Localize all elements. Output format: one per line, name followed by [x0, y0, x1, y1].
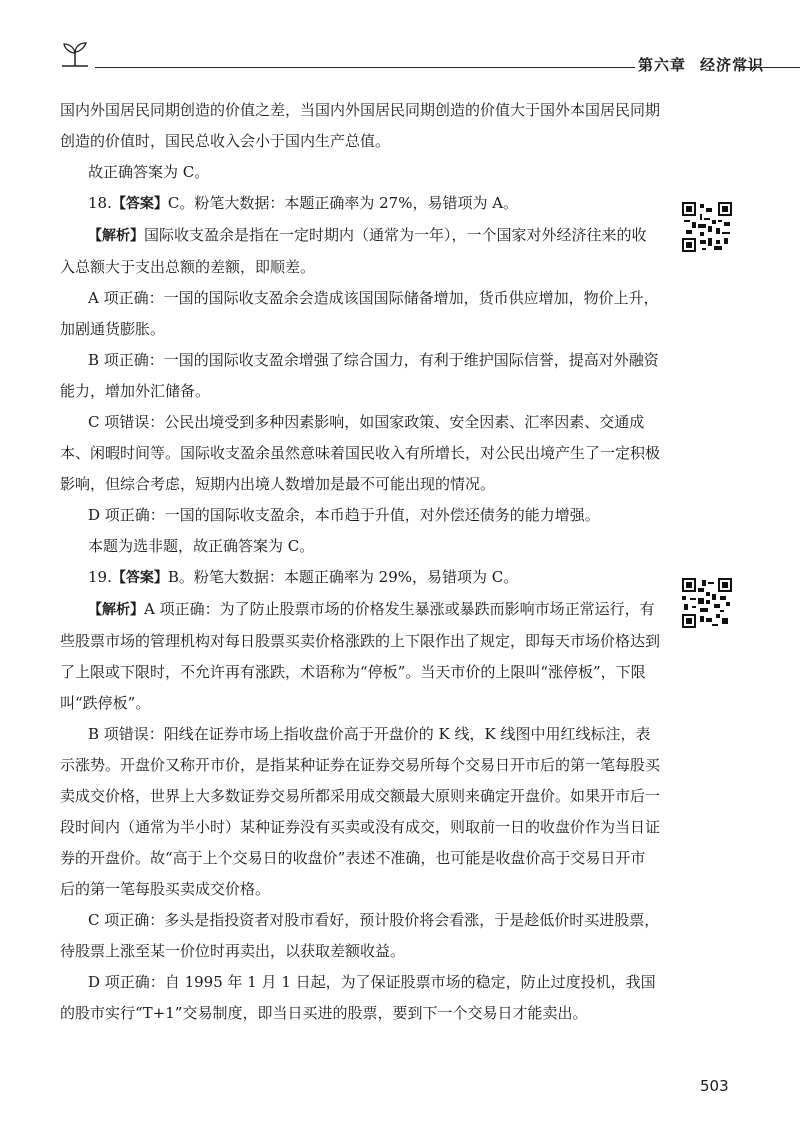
analysis-18 — [60, 220, 660, 283]
header-rule-right — [740, 67, 800, 68]
sprout-icon — [60, 40, 90, 68]
paragraph: D 项正确：一国的国际收支盈余，本币趋于升值，对外偿还债务的能力增强。 — [88, 506, 600, 524]
paragraph: 本题为选非题，故正确答案为 C。 — [88, 537, 315, 555]
question-number: 18. — [88, 194, 112, 212]
answer-tag: 【答案】 — [111, 570, 168, 586]
chapter-subject: 经济常识 — [700, 56, 765, 74]
analysis-text: 国际收支盈余是指在一定时期内（通常为一年），一个国家对外经济往来的收入总额大于支出总额的差额，即顺差。 — [60, 226, 647, 276]
analysis-19 — [60, 594, 660, 719]
paragraph: 故正确答案为 C。 — [88, 163, 210, 181]
answer-text: C。粉笔大数据：本题正确率为 27%，易错项为 A。 — [167, 194, 519, 212]
qr-code-icon[interactable] — [682, 578, 732, 628]
page-body — [60, 95, 660, 1029]
page-header — [40, 40, 765, 80]
paragraph: C 项正确：多头是指投资者对股市看好，预计股价将会看涨，于是趁低价时买进股票，待股票上涨至某一价位时再卖出，以获取差额收益。 — [60, 911, 660, 960]
paragraph: 国内外国居民同期创造的价值之差，当国内外国居民同期创造的价值大于国外本国居民同期创造的价值时，国民总收入会小于国内生产总值。 — [60, 101, 661, 150]
paragraph: B 项正确：一国的国际收支盈余增强了综合国力，有利于维护国际信誉，提高对外融资能力，增加外汇储备。 — [60, 351, 659, 400]
analysis-tag: 【解析】 — [88, 602, 144, 618]
paragraph: D 项正确：自 1995 年 1 月 1 日起，为了保证股票市场的稳定，防止过度投机，我国的股市实行“T+1”交易制度，即当日买进的股票，要到下一个交易日才能卖出。 — [60, 973, 656, 1022]
qr-code-icon[interactable] — [682, 202, 732, 252]
answer-text: B。粉笔大数据：本题正确率为 29%，易错项为 C。 — [167, 568, 519, 586]
page-number: 503 — [700, 1077, 729, 1095]
paragraph: B 项错误：阳线在证券市场上指收盘价高于开盘价的 K 线，K 线图中用红线标注，表示涨势。开盘价又称开市价，是指某种证券在证券交易所每个交易日开市后的第一笔每股买卖成交价格，世界上大多数证券交易所都采用成交额最大原则来确定开盘价。如果开市后一段时间内（通常为半小时）某种证券没有买卖或没有成交，则取前一日的收盘价作为当日证券的开盘价。故“高于上个交易日的收盘价”表述不准确，也可能是收盘价高于交易日开市后的第一笔每股买卖成交价格。 — [60, 725, 661, 898]
paragraph: A 项正确：一国的国际收支盈余会造成该国国际储备增加，货币供应增加，物价上升，加剧通货膨胀。 — [60, 289, 659, 338]
answer-19 — [60, 562, 660, 594]
analysis-text: A 项正确：为了防止股票市场的价格发生暴涨或暴跌而影响市场正常运行，有些股票市场的管理机构对每日股票买卖价格涨跌的上下限作出了规定，即每天市场价格达到了上限或下限时，不允许再有涨跌，术语称为“停板”。当天市价的上限叫“涨停板”，下限叫“跌停板”。 — [60, 600, 661, 712]
answer-18 — [60, 188, 660, 220]
analysis-tag: 【解析】 — [88, 228, 144, 244]
header-rule-left — [95, 67, 635, 68]
chapter-title — [638, 54, 778, 75]
paragraph: C 项错误：公民出境受到多种因素影响，如国家政策、安全因素、汇率因素、交通成本、闲暇时间等。国际收支盈余虽然意味着国民收入有所增长，对公民出境产生了一定积极影响，但综合考虑，短期内出境人数增加是最不可能出现的情况。 — [60, 413, 661, 493]
answer-tag: 【答案】 — [111, 196, 168, 212]
chapter-number: 第六章 — [638, 56, 687, 74]
question-number: 19. — [88, 568, 112, 586]
